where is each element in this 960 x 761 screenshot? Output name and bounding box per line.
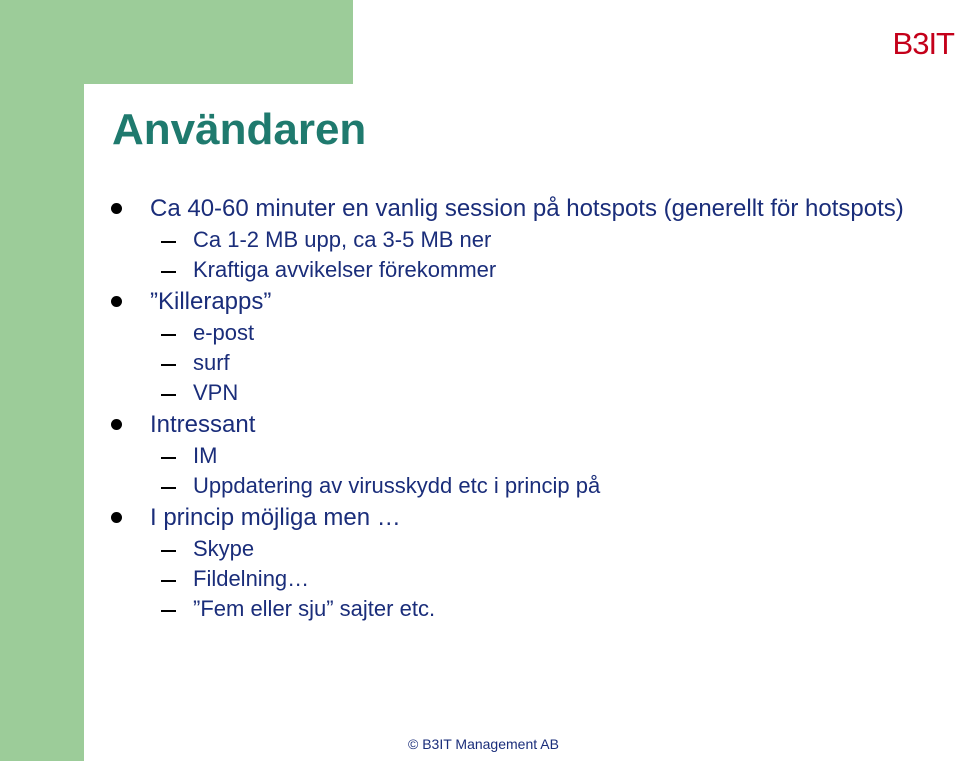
- bullet-dot-icon: [111, 296, 122, 307]
- bullet-list: [108, 194, 928, 624]
- sub-bullet-item: [108, 378, 928, 408]
- sub-bullet-text: ”Fem eller sju” sajter etc.: [193, 596, 436, 621]
- sub-bullet-text: Kraftiga avvikelser förekommer: [193, 257, 497, 282]
- bullet-text: Intressant: [150, 411, 256, 438]
- dash-icon: [161, 457, 176, 459]
- dash-icon: [161, 394, 176, 396]
- bullet-dot-icon: [111, 419, 122, 430]
- bullet-item: [108, 503, 928, 532]
- bullet-item: [108, 410, 928, 439]
- sub-bullet-text: Uppdatering av virusskydd etc i princip på: [193, 473, 601, 498]
- dash-icon: [161, 364, 176, 366]
- bullet-dot-icon: [111, 512, 122, 523]
- sub-bullet-text: Skype: [193, 536, 255, 561]
- sub-bullet-text: e-post: [193, 320, 255, 345]
- sub-bullet-item: [108, 441, 928, 471]
- sub-bullet-text: surf: [193, 350, 230, 375]
- bullet-text: Ca 40-60 minuter en vanlig session på hotspots (generellt för hotspots): [150, 195, 904, 222]
- bullet-text: ”Killerapps”: [150, 288, 272, 315]
- dash-icon: [161, 610, 176, 612]
- dash-icon: [161, 271, 176, 273]
- dash-icon: [161, 241, 176, 243]
- bullet-dot-icon: [111, 203, 122, 214]
- sub-bullet-text: Ca 1-2 MB upp, ca 3-5 MB ner: [193, 227, 492, 252]
- sub-bullet-item: [108, 225, 928, 255]
- bullet-item: [108, 287, 928, 316]
- sub-bullet-item: [108, 594, 928, 624]
- sub-bullet-item: [108, 255, 928, 285]
- bullet-item: [108, 194, 928, 223]
- sub-bullet-item: [108, 534, 928, 564]
- green-band-left: [0, 0, 84, 761]
- slide-title: Användaren: [112, 105, 367, 154]
- dash-icon: [161, 334, 176, 336]
- sub-bullet-item: [108, 564, 928, 594]
- bullet-text: I princip möjliga men …: [150, 504, 401, 531]
- sub-bullet-item: [108, 348, 928, 378]
- sub-bullet-text: IM: [193, 443, 218, 468]
- dash-icon: [161, 550, 176, 552]
- brand-logo: B3IT: [892, 26, 954, 61]
- sub-bullet-text: VPN: [193, 380, 239, 405]
- sub-bullet-item: [108, 471, 928, 501]
- dash-icon: [161, 487, 176, 489]
- footer-copyright: © B3IT Management AB: [408, 736, 559, 752]
- dash-icon: [161, 580, 176, 582]
- sub-bullet-item: [108, 318, 928, 348]
- sub-bullet-text: Fildelning…: [193, 566, 310, 591]
